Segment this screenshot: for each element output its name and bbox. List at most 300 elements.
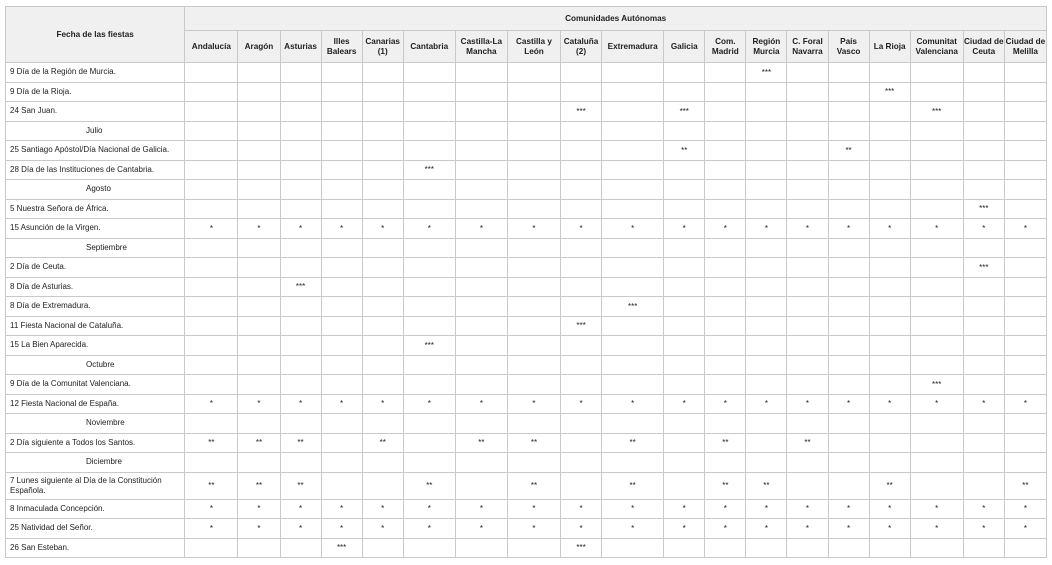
holiday-mark-cell xyxy=(787,355,828,375)
holiday-mark-cell xyxy=(828,277,869,297)
holiday-mark-cell xyxy=(963,453,1004,473)
holiday-mark-cell xyxy=(455,336,507,356)
holiday-mark-cell xyxy=(561,297,602,317)
table-row xyxy=(6,336,1047,356)
month-row xyxy=(6,355,1047,375)
column-header: País Vasco xyxy=(828,31,869,63)
holiday-mark-cell xyxy=(787,414,828,434)
holiday-mark-cell xyxy=(185,277,238,297)
holiday-mark-cell xyxy=(664,199,705,219)
holiday-mark-cell xyxy=(321,141,362,161)
holiday-mark-cell xyxy=(664,336,705,356)
holiday-mark-cell: * xyxy=(828,394,869,414)
holiday-mark-cell xyxy=(321,433,362,453)
holiday-mark-cell xyxy=(787,199,828,219)
holiday-mark-cell: * xyxy=(746,394,787,414)
holiday-mark-cell xyxy=(664,433,705,453)
holiday-mark-cell xyxy=(507,297,560,317)
holiday-mark-cell xyxy=(705,258,746,278)
holiday-mark-cell: * xyxy=(403,219,455,239)
holiday-mark-cell xyxy=(403,102,455,122)
holiday-mark-cell xyxy=(910,199,963,219)
holiday-mark-cell xyxy=(507,277,560,297)
holiday-mark-cell xyxy=(705,316,746,336)
holiday-mark-cell: * xyxy=(910,499,963,519)
holiday-mark-cell xyxy=(185,141,238,161)
holiday-mark-cell xyxy=(602,375,664,395)
holiday-mark-cell xyxy=(185,82,238,102)
holiday-mark-cell: ** xyxy=(664,141,705,161)
holiday-mark-cell xyxy=(403,121,455,141)
holiday-mark-cell xyxy=(507,538,560,558)
holiday-mark-cell xyxy=(321,238,362,258)
holiday-mark-cell: * xyxy=(362,219,403,239)
holiday-mark-cell xyxy=(507,453,560,473)
holiday-mark-cell xyxy=(705,102,746,122)
holiday-mark-cell: * xyxy=(280,519,321,539)
holiday-label: 12 Fiesta Nacional de España. xyxy=(6,394,185,414)
holiday-mark-cell xyxy=(280,180,321,200)
holiday-mark-cell xyxy=(321,277,362,297)
column-header: Ciudad de Melilla xyxy=(1004,31,1046,63)
holiday-mark-cell xyxy=(787,277,828,297)
holiday-mark-cell xyxy=(602,82,664,102)
row-header: Fecha de las fiestas xyxy=(6,7,185,63)
holiday-mark-cell xyxy=(787,538,828,558)
holiday-label: 7 Lunes siguiente al Día de la Constitución Española. xyxy=(6,472,185,499)
holiday-mark-cell xyxy=(238,82,280,102)
holiday-mark-cell xyxy=(561,472,602,499)
holiday-mark-cell xyxy=(507,102,560,122)
holiday-mark-cell xyxy=(507,355,560,375)
holiday-mark-cell xyxy=(362,238,403,258)
table-row xyxy=(6,258,1047,278)
holiday-mark-cell xyxy=(362,199,403,219)
holiday-mark-cell: * xyxy=(869,519,910,539)
header-row-group xyxy=(6,7,1047,31)
holiday-mark-cell xyxy=(828,453,869,473)
holiday-mark-cell xyxy=(1004,336,1046,356)
holiday-mark-cell xyxy=(1004,453,1046,473)
holiday-mark-cell xyxy=(507,63,560,83)
holiday-mark-cell xyxy=(561,414,602,434)
holiday-mark-cell xyxy=(869,121,910,141)
holiday-mark-cell: * xyxy=(664,499,705,519)
holiday-mark-cell xyxy=(561,63,602,83)
table-row xyxy=(6,519,1047,539)
holiday-mark-cell xyxy=(869,160,910,180)
holiday-mark-cell xyxy=(403,297,455,317)
holiday-mark-cell xyxy=(185,336,238,356)
holiday-mark-cell: ** xyxy=(705,433,746,453)
holiday-mark-cell: * xyxy=(910,219,963,239)
holiday-mark-cell xyxy=(455,238,507,258)
holiday-mark-cell: * xyxy=(705,499,746,519)
table-row xyxy=(6,297,1047,317)
holiday-mark-cell: * xyxy=(963,519,1004,539)
holiday-mark-cell: * xyxy=(403,519,455,539)
holiday-mark-cell xyxy=(787,258,828,278)
holiday-mark-cell xyxy=(746,238,787,258)
holiday-mark-cell xyxy=(403,63,455,83)
holiday-mark-cell xyxy=(963,538,1004,558)
holiday-mark-cell xyxy=(280,297,321,317)
table-row xyxy=(6,102,1047,122)
holiday-mark-cell xyxy=(664,238,705,258)
holiday-mark-cell xyxy=(362,316,403,336)
month-row xyxy=(6,238,1047,258)
holiday-mark-cell xyxy=(561,160,602,180)
holiday-mark-cell: * xyxy=(869,499,910,519)
month-label: Agosto xyxy=(6,180,185,200)
holiday-mark-cell xyxy=(280,453,321,473)
holiday-mark-cell xyxy=(664,453,705,473)
holiday-mark-cell xyxy=(1004,121,1046,141)
holiday-mark-cell xyxy=(705,63,746,83)
holiday-mark-cell xyxy=(746,102,787,122)
holiday-mark-cell xyxy=(869,433,910,453)
holiday-mark-cell xyxy=(507,336,560,356)
holiday-mark-cell xyxy=(910,63,963,83)
holiday-label: 2 Día de Ceuta. xyxy=(6,258,185,278)
holiday-mark-cell xyxy=(869,141,910,161)
holiday-mark-cell xyxy=(828,238,869,258)
holiday-mark-cell: * xyxy=(403,499,455,519)
holiday-mark-cell xyxy=(280,82,321,102)
holiday-mark-cell xyxy=(455,141,507,161)
holiday-mark-cell xyxy=(403,258,455,278)
holiday-mark-cell: *** xyxy=(664,102,705,122)
holiday-mark-cell xyxy=(455,180,507,200)
holiday-mark-cell xyxy=(362,336,403,356)
holiday-mark-cell xyxy=(455,414,507,434)
holiday-mark-cell xyxy=(664,355,705,375)
month-label: Septiembre xyxy=(6,238,185,258)
holiday-mark-cell xyxy=(602,141,664,161)
holiday-mark-cell xyxy=(869,297,910,317)
holiday-mark-cell xyxy=(746,316,787,336)
holiday-mark-cell xyxy=(455,199,507,219)
holiday-mark-cell xyxy=(455,472,507,499)
holiday-label: 9 Día de la Rioja. xyxy=(6,82,185,102)
holiday-mark-cell xyxy=(746,82,787,102)
holiday-mark-cell: * xyxy=(561,499,602,519)
holiday-mark-cell xyxy=(705,375,746,395)
holiday-mark-cell xyxy=(664,538,705,558)
holiday-mark-cell xyxy=(828,160,869,180)
holiday-mark-cell xyxy=(664,63,705,83)
holiday-mark-cell xyxy=(280,375,321,395)
holiday-mark-cell xyxy=(828,316,869,336)
holiday-mark-cell: *** xyxy=(963,258,1004,278)
holiday-mark-cell xyxy=(705,160,746,180)
holiday-mark-cell xyxy=(280,199,321,219)
holiday-mark-cell xyxy=(602,102,664,122)
holiday-mark-cell: * xyxy=(321,519,362,539)
column-header: Andalucía xyxy=(185,31,238,63)
holiday-mark-cell xyxy=(828,414,869,434)
month-label: Noviembre xyxy=(6,414,185,434)
holiday-mark-cell xyxy=(238,277,280,297)
holiday-mark-cell: ** xyxy=(705,472,746,499)
holiday-mark-cell xyxy=(321,160,362,180)
holiday-mark-cell: ** xyxy=(602,472,664,499)
holiday-mark-cell: * xyxy=(602,499,664,519)
holiday-mark-cell xyxy=(963,433,1004,453)
holiday-mark-cell xyxy=(705,538,746,558)
holiday-mark-cell xyxy=(280,121,321,141)
holiday-mark-cell: * xyxy=(185,519,238,539)
holiday-mark-cell xyxy=(455,121,507,141)
holiday-mark-cell xyxy=(238,538,280,558)
holiday-mark-cell xyxy=(664,375,705,395)
holiday-mark-cell xyxy=(362,375,403,395)
holiday-mark-cell xyxy=(664,121,705,141)
holiday-mark-cell xyxy=(910,472,963,499)
holiday-mark-cell xyxy=(507,82,560,102)
holiday-mark-cell xyxy=(238,453,280,473)
holiday-mark-cell: ** xyxy=(602,433,664,453)
holiday-mark-cell xyxy=(561,82,602,102)
holiday-mark-cell xyxy=(787,375,828,395)
holiday-mark-cell xyxy=(1004,316,1046,336)
holiday-mark-cell: *** xyxy=(403,160,455,180)
holiday-mark-cell xyxy=(746,141,787,161)
holiday-label: 28 Día de las Instituciones de Cantabria. xyxy=(6,160,185,180)
holiday-mark-cell xyxy=(910,316,963,336)
holiday-label: 26 San Esteban. xyxy=(6,538,185,558)
column-header: Illes Balears xyxy=(321,31,362,63)
holiday-mark-cell xyxy=(602,414,664,434)
holiday-mark-cell xyxy=(280,355,321,375)
holiday-mark-cell xyxy=(362,277,403,297)
holiday-mark-cell: * xyxy=(185,219,238,239)
holiday-mark-cell xyxy=(321,297,362,317)
holiday-mark-cell xyxy=(869,277,910,297)
holiday-mark-cell: * xyxy=(705,394,746,414)
month-label: Julio xyxy=(6,121,185,141)
holiday-mark-cell xyxy=(1004,199,1046,219)
holiday-mark-cell xyxy=(787,160,828,180)
holiday-mark-cell xyxy=(664,277,705,297)
holiday-mark-cell xyxy=(1004,355,1046,375)
holiday-mark-cell: * xyxy=(602,394,664,414)
holiday-mark-cell: * xyxy=(362,394,403,414)
holiday-mark-cell xyxy=(561,433,602,453)
table-row xyxy=(6,141,1047,161)
holiday-mark-cell xyxy=(602,538,664,558)
holiday-mark-cell: * xyxy=(1004,499,1046,519)
holiday-mark-cell: *** xyxy=(910,375,963,395)
holiday-mark-cell xyxy=(238,375,280,395)
holiday-mark-cell xyxy=(705,414,746,434)
holiday-mark-cell: * xyxy=(746,519,787,539)
holiday-mark-cell: *** xyxy=(963,199,1004,219)
holiday-mark-cell xyxy=(705,82,746,102)
holiday-mark-cell xyxy=(455,82,507,102)
holiday-mark-cell xyxy=(455,160,507,180)
table-row xyxy=(6,394,1047,414)
holiday-mark-cell xyxy=(561,238,602,258)
month-row xyxy=(6,121,1047,141)
holiday-mark-cell xyxy=(362,102,403,122)
holiday-mark-cell xyxy=(1004,141,1046,161)
holiday-mark-cell xyxy=(602,238,664,258)
holiday-mark-cell xyxy=(362,453,403,473)
holiday-mark-cell xyxy=(602,180,664,200)
holiday-mark-cell xyxy=(746,199,787,219)
holiday-mark-cell xyxy=(362,180,403,200)
holiday-mark-cell: * xyxy=(321,499,362,519)
holiday-mark-cell: * xyxy=(507,499,560,519)
holiday-mark-cell xyxy=(238,355,280,375)
holiday-mark-cell: * xyxy=(1004,519,1046,539)
holiday-mark-cell xyxy=(828,180,869,200)
holiday-mark-cell xyxy=(238,160,280,180)
holiday-mark-cell xyxy=(362,160,403,180)
holiday-mark-cell xyxy=(1004,63,1046,83)
holiday-mark-cell: *** xyxy=(561,102,602,122)
holiday-mark-cell xyxy=(910,82,963,102)
holiday-mark-cell xyxy=(507,180,560,200)
holiday-mark-cell xyxy=(321,180,362,200)
column-header: Región Murcia xyxy=(746,31,787,63)
holiday-mark-cell xyxy=(705,453,746,473)
holiday-mark-cell xyxy=(828,63,869,83)
holiday-mark-cell xyxy=(746,538,787,558)
holiday-mark-cell xyxy=(1004,82,1046,102)
holiday-mark-cell xyxy=(507,238,560,258)
holiday-mark-cell xyxy=(705,297,746,317)
holiday-mark-cell: * xyxy=(185,394,238,414)
column-header: La Rioja xyxy=(869,31,910,63)
holiday-mark-cell: * xyxy=(746,219,787,239)
holiday-mark-cell: * xyxy=(705,519,746,539)
holiday-mark-cell xyxy=(705,355,746,375)
holiday-mark-cell xyxy=(705,199,746,219)
holiday-mark-cell xyxy=(869,180,910,200)
holiday-mark-cell xyxy=(507,258,560,278)
holiday-mark-cell xyxy=(705,121,746,141)
holiday-mark-cell xyxy=(1004,433,1046,453)
holiday-mark-cell xyxy=(362,141,403,161)
table-row xyxy=(6,472,1047,499)
holiday-mark-cell: * xyxy=(561,219,602,239)
month-row xyxy=(6,180,1047,200)
holiday-mark-cell xyxy=(280,258,321,278)
holiday-mark-cell: * xyxy=(280,394,321,414)
holiday-mark-cell xyxy=(602,63,664,83)
holiday-mark-cell: * xyxy=(787,499,828,519)
column-header: Aragón xyxy=(238,31,280,63)
table-row xyxy=(6,219,1047,239)
holiday-mark-cell: ** xyxy=(507,472,560,499)
holiday-mark-cell xyxy=(455,258,507,278)
holiday-mark-cell xyxy=(664,297,705,317)
holiday-mark-cell: * xyxy=(1004,394,1046,414)
holiday-mark-cell: * xyxy=(238,519,280,539)
holiday-mark-cell xyxy=(910,433,963,453)
holiday-mark-cell: *** xyxy=(746,63,787,83)
holiday-mark-cell xyxy=(1004,414,1046,434)
holiday-mark-cell: * xyxy=(787,219,828,239)
holiday-mark-cell: ** xyxy=(362,433,403,453)
holiday-mark-cell xyxy=(362,82,403,102)
table-row xyxy=(6,538,1047,558)
holiday-mark-cell xyxy=(963,82,1004,102)
holiday-mark-cell xyxy=(561,121,602,141)
holiday-mark-cell xyxy=(869,316,910,336)
holiday-mark-cell xyxy=(963,277,1004,297)
month-label: Diciembre xyxy=(6,453,185,473)
holiday-mark-cell xyxy=(963,355,1004,375)
holiday-mark-cell xyxy=(910,355,963,375)
holiday-mark-cell xyxy=(507,414,560,434)
holiday-mark-cell xyxy=(455,375,507,395)
holiday-mark-cell xyxy=(185,538,238,558)
holiday-mark-cell xyxy=(321,336,362,356)
holiday-mark-cell xyxy=(185,316,238,336)
holiday-mark-cell xyxy=(787,297,828,317)
holiday-mark-cell: * xyxy=(280,219,321,239)
holiday-mark-cell xyxy=(280,538,321,558)
holiday-mark-cell xyxy=(561,199,602,219)
holiday-mark-cell: ** xyxy=(869,472,910,499)
holiday-mark-cell xyxy=(602,258,664,278)
holiday-mark-cell xyxy=(828,82,869,102)
holiday-mark-cell xyxy=(664,414,705,434)
holiday-mark-cell xyxy=(787,238,828,258)
holiday-mark-cell xyxy=(362,258,403,278)
holiday-mark-cell xyxy=(321,121,362,141)
holiday-mark-cell xyxy=(185,238,238,258)
holiday-mark-cell: * xyxy=(455,519,507,539)
holiday-mark-cell xyxy=(910,453,963,473)
holiday-mark-cell xyxy=(963,316,1004,336)
holiday-mark-cell xyxy=(455,538,507,558)
holiday-mark-cell xyxy=(238,102,280,122)
group-header: Comunidades Autónomas xyxy=(185,7,1047,31)
holiday-mark-cell xyxy=(561,141,602,161)
holiday-mark-cell xyxy=(561,277,602,297)
holiday-mark-cell xyxy=(238,199,280,219)
holiday-mark-cell xyxy=(746,336,787,356)
holiday-mark-cell: * xyxy=(828,499,869,519)
holiday-mark-cell: * xyxy=(664,519,705,539)
holiday-mark-cell xyxy=(280,63,321,83)
holiday-mark-cell xyxy=(403,538,455,558)
holiday-mark-cell: * xyxy=(705,219,746,239)
holiday-label: 2 Día siguiente a Todos los Santos. xyxy=(6,433,185,453)
holiday-mark-cell xyxy=(1004,160,1046,180)
holiday-mark-cell xyxy=(185,375,238,395)
holiday-mark-cell: * xyxy=(910,519,963,539)
holiday-mark-cell xyxy=(963,141,1004,161)
column-header: Ciudad de Ceuta xyxy=(963,31,1004,63)
month-label: Octubre xyxy=(6,355,185,375)
holiday-mark-cell xyxy=(321,199,362,219)
holiday-mark-cell xyxy=(185,63,238,83)
holiday-mark-cell xyxy=(963,297,1004,317)
holiday-mark-cell xyxy=(828,538,869,558)
holiday-mark-cell xyxy=(910,277,963,297)
holiday-mark-cell xyxy=(910,414,963,434)
holiday-mark-cell xyxy=(321,453,362,473)
holiday-label: 25 Santiago Apóstol/Día Nacional de Galicia. xyxy=(6,141,185,161)
holiday-mark-cell xyxy=(910,141,963,161)
holiday-mark-cell xyxy=(910,238,963,258)
holiday-mark-cell xyxy=(362,472,403,499)
